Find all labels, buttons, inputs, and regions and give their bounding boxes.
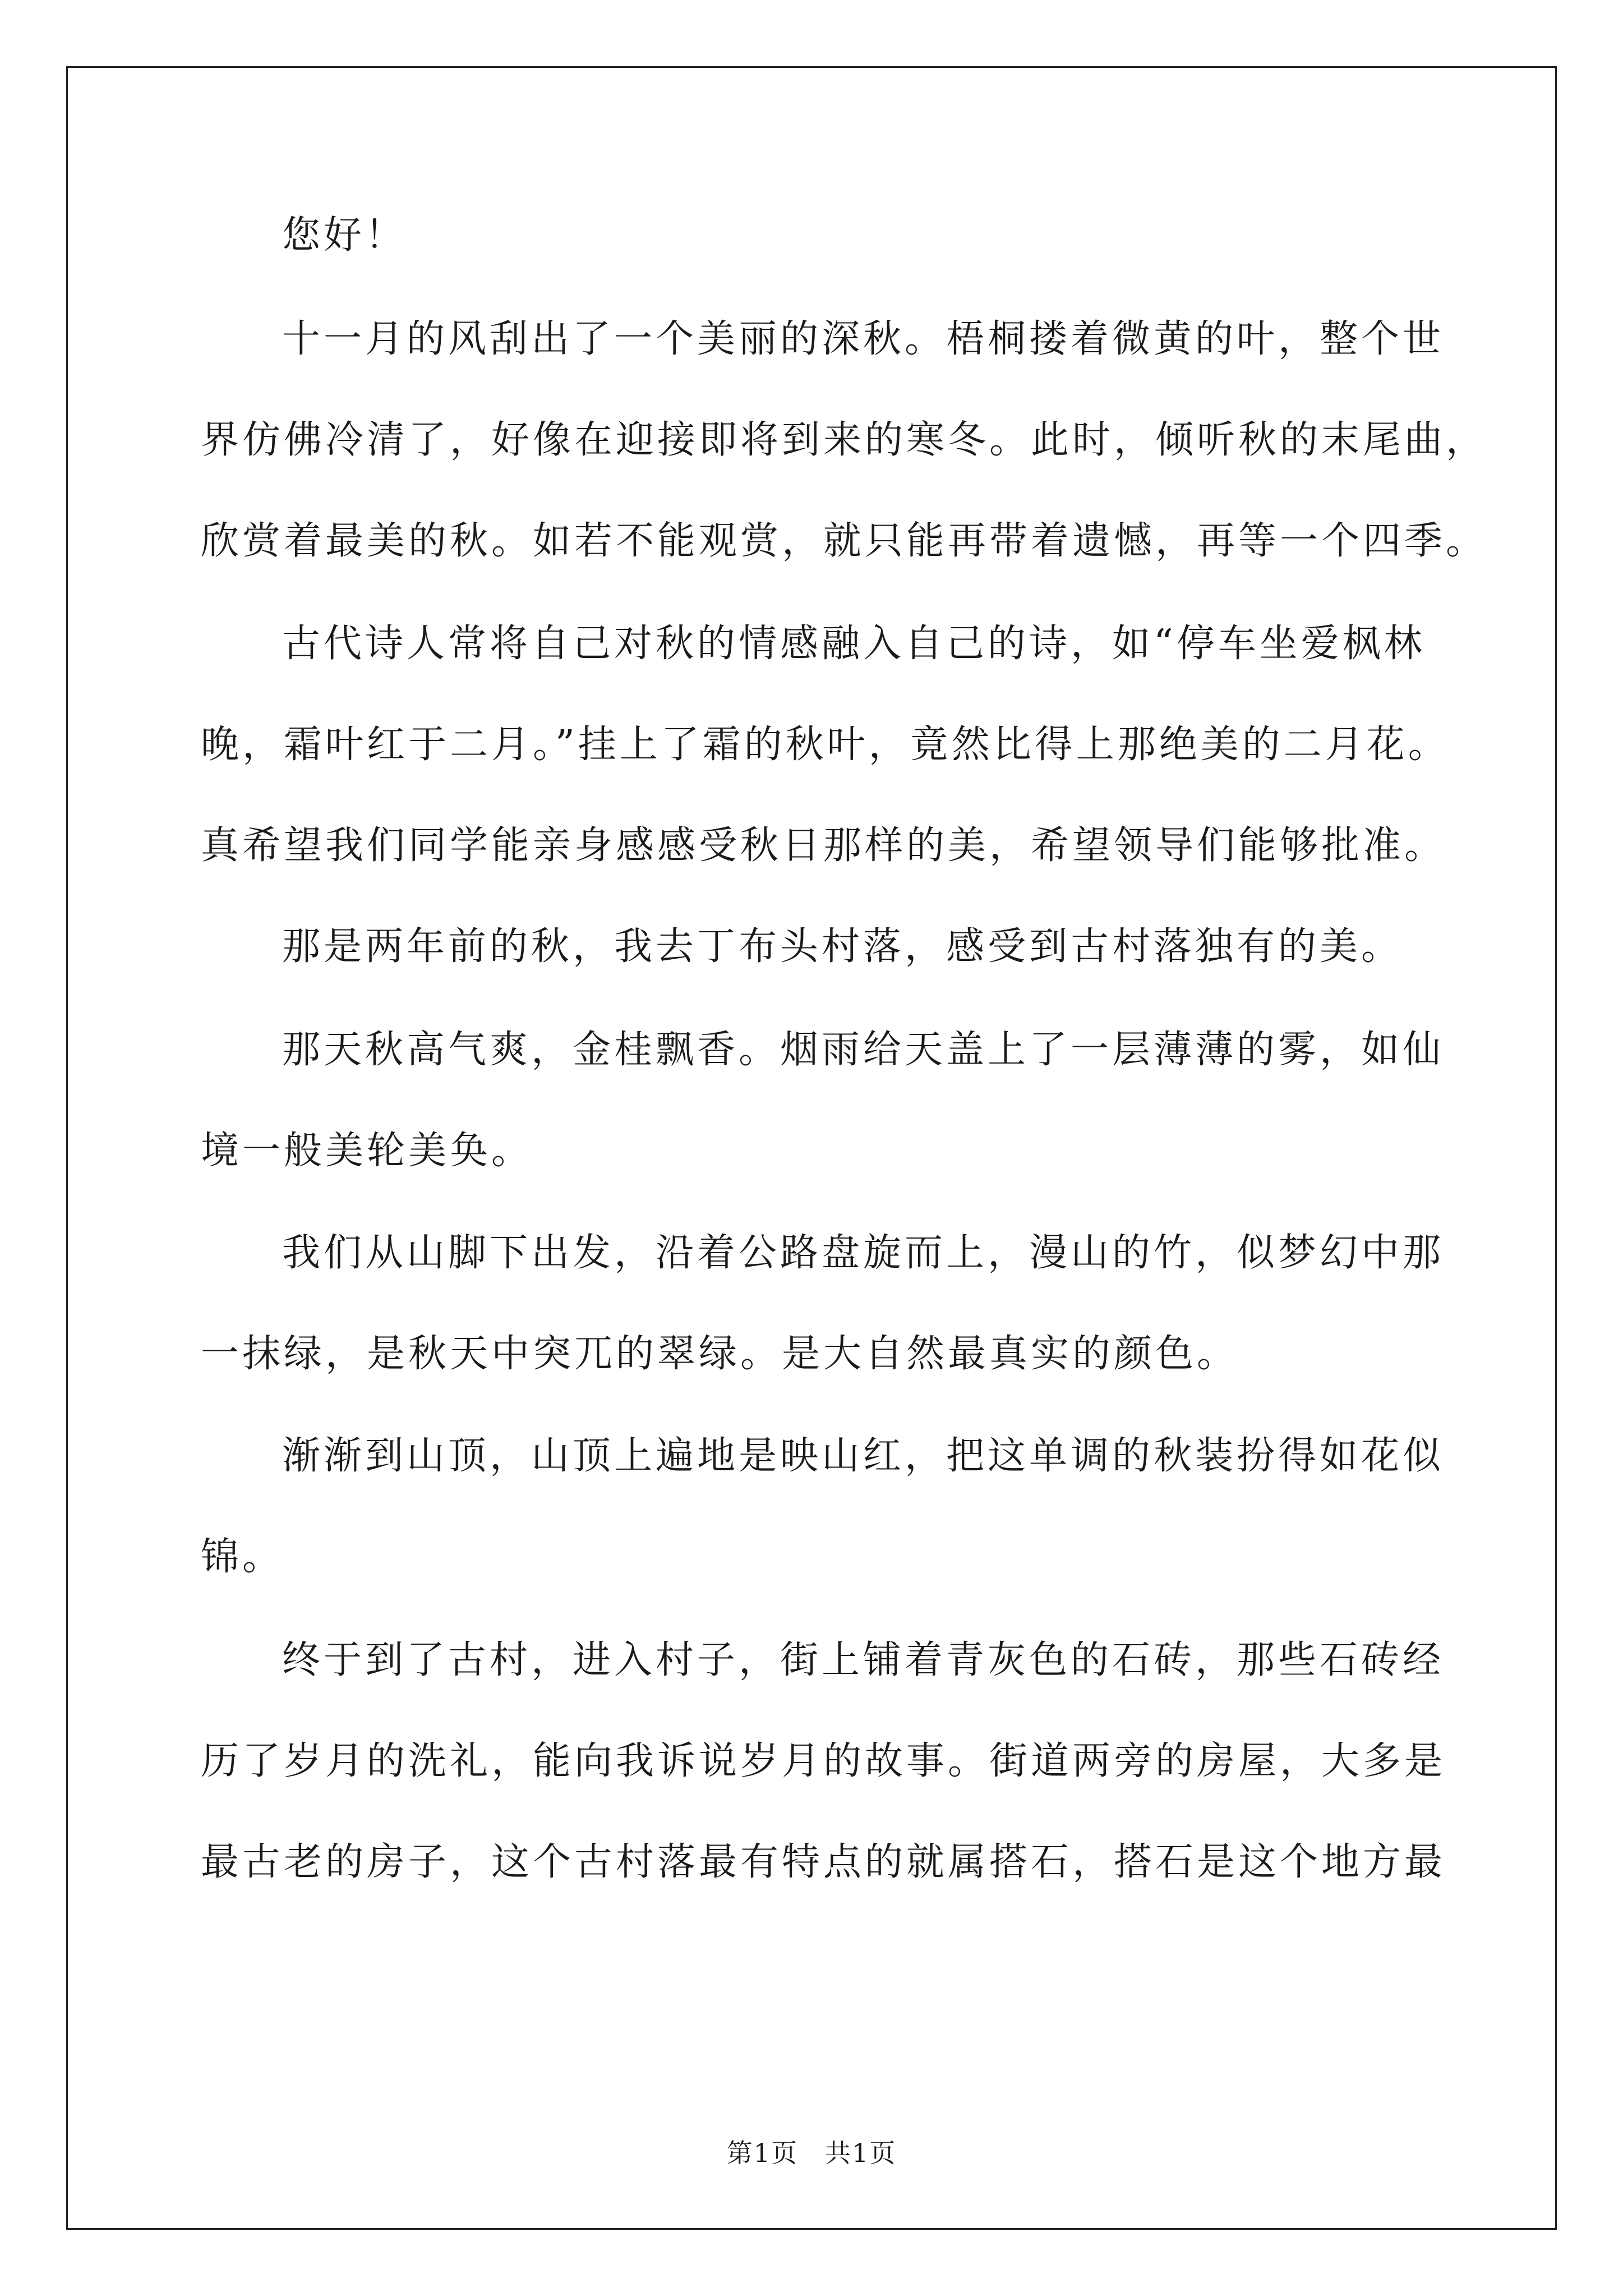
- text-line: 真希望我们同学能亲身感感受秋日那样的美，希望领导们能够批准。: [201, 823, 1446, 868]
- text-line: 那是两年前的秋，我去丁布头村落，感受到古村落独有的美。: [282, 924, 1403, 969]
- text-line: 境一般美轮美奂。: [201, 1129, 533, 1173]
- text-line: 晚，霜叶红于二月。”挂上了霜的秋叶，竟然比得上那绝美的二月花。: [201, 723, 1450, 767]
- text-line: 界仿佛冷清了，好像在迎接即将到来的寒冬。此时，倾听秋的末尾曲，: [201, 418, 1488, 462]
- text-line: 我们从山脚下出发，沿着公路盘旋而上，漫山的竹，似梦幻中那: [282, 1231, 1445, 1275]
- text-line: 十一月的风刮出了一个美丽的深秋。梧桐搂着微黄的叶，整个世: [282, 317, 1445, 361]
- page-footer: 第1页 共1页: [726, 2138, 897, 2168]
- text-line: 最古老的房子，这个古村落最有特点的就属搭石，搭石是这个地方最: [201, 1840, 1446, 1884]
- text-line: 欣赏着最美的秋。如若不能观赏，就只能再带着遗憾，再等一个四季。: [201, 519, 1488, 563]
- text-line: 历了岁月的洗礼，能向我诉说岁月的故事。街道两旁的房屋，大多是: [201, 1739, 1446, 1783]
- greeting-line: 您好！: [282, 213, 407, 257]
- text-line: 锦。: [201, 1535, 284, 1579]
- text-line: 古代诗人常将自己对秋的情感融入自己的诗，如“停车坐爱枫林: [282, 622, 1426, 666]
- text-line: 一抹绿，是秋天中突兀的翠绿。是大自然最真实的颜色。: [201, 1332, 1239, 1376]
- text-line: 那天秋高气爽，金桂飘香。烟雨给天盖上了一层薄薄的雾，如仙: [282, 1028, 1445, 1072]
- text-line: 渐渐到山顶，山顶上遍地是映山红，把这单调的秋装扮得如花似: [282, 1434, 1445, 1478]
- text-line: 终于到了古村，进入村子，街上铺着青灰色的石砖，那些石砖经: [282, 1638, 1445, 1682]
